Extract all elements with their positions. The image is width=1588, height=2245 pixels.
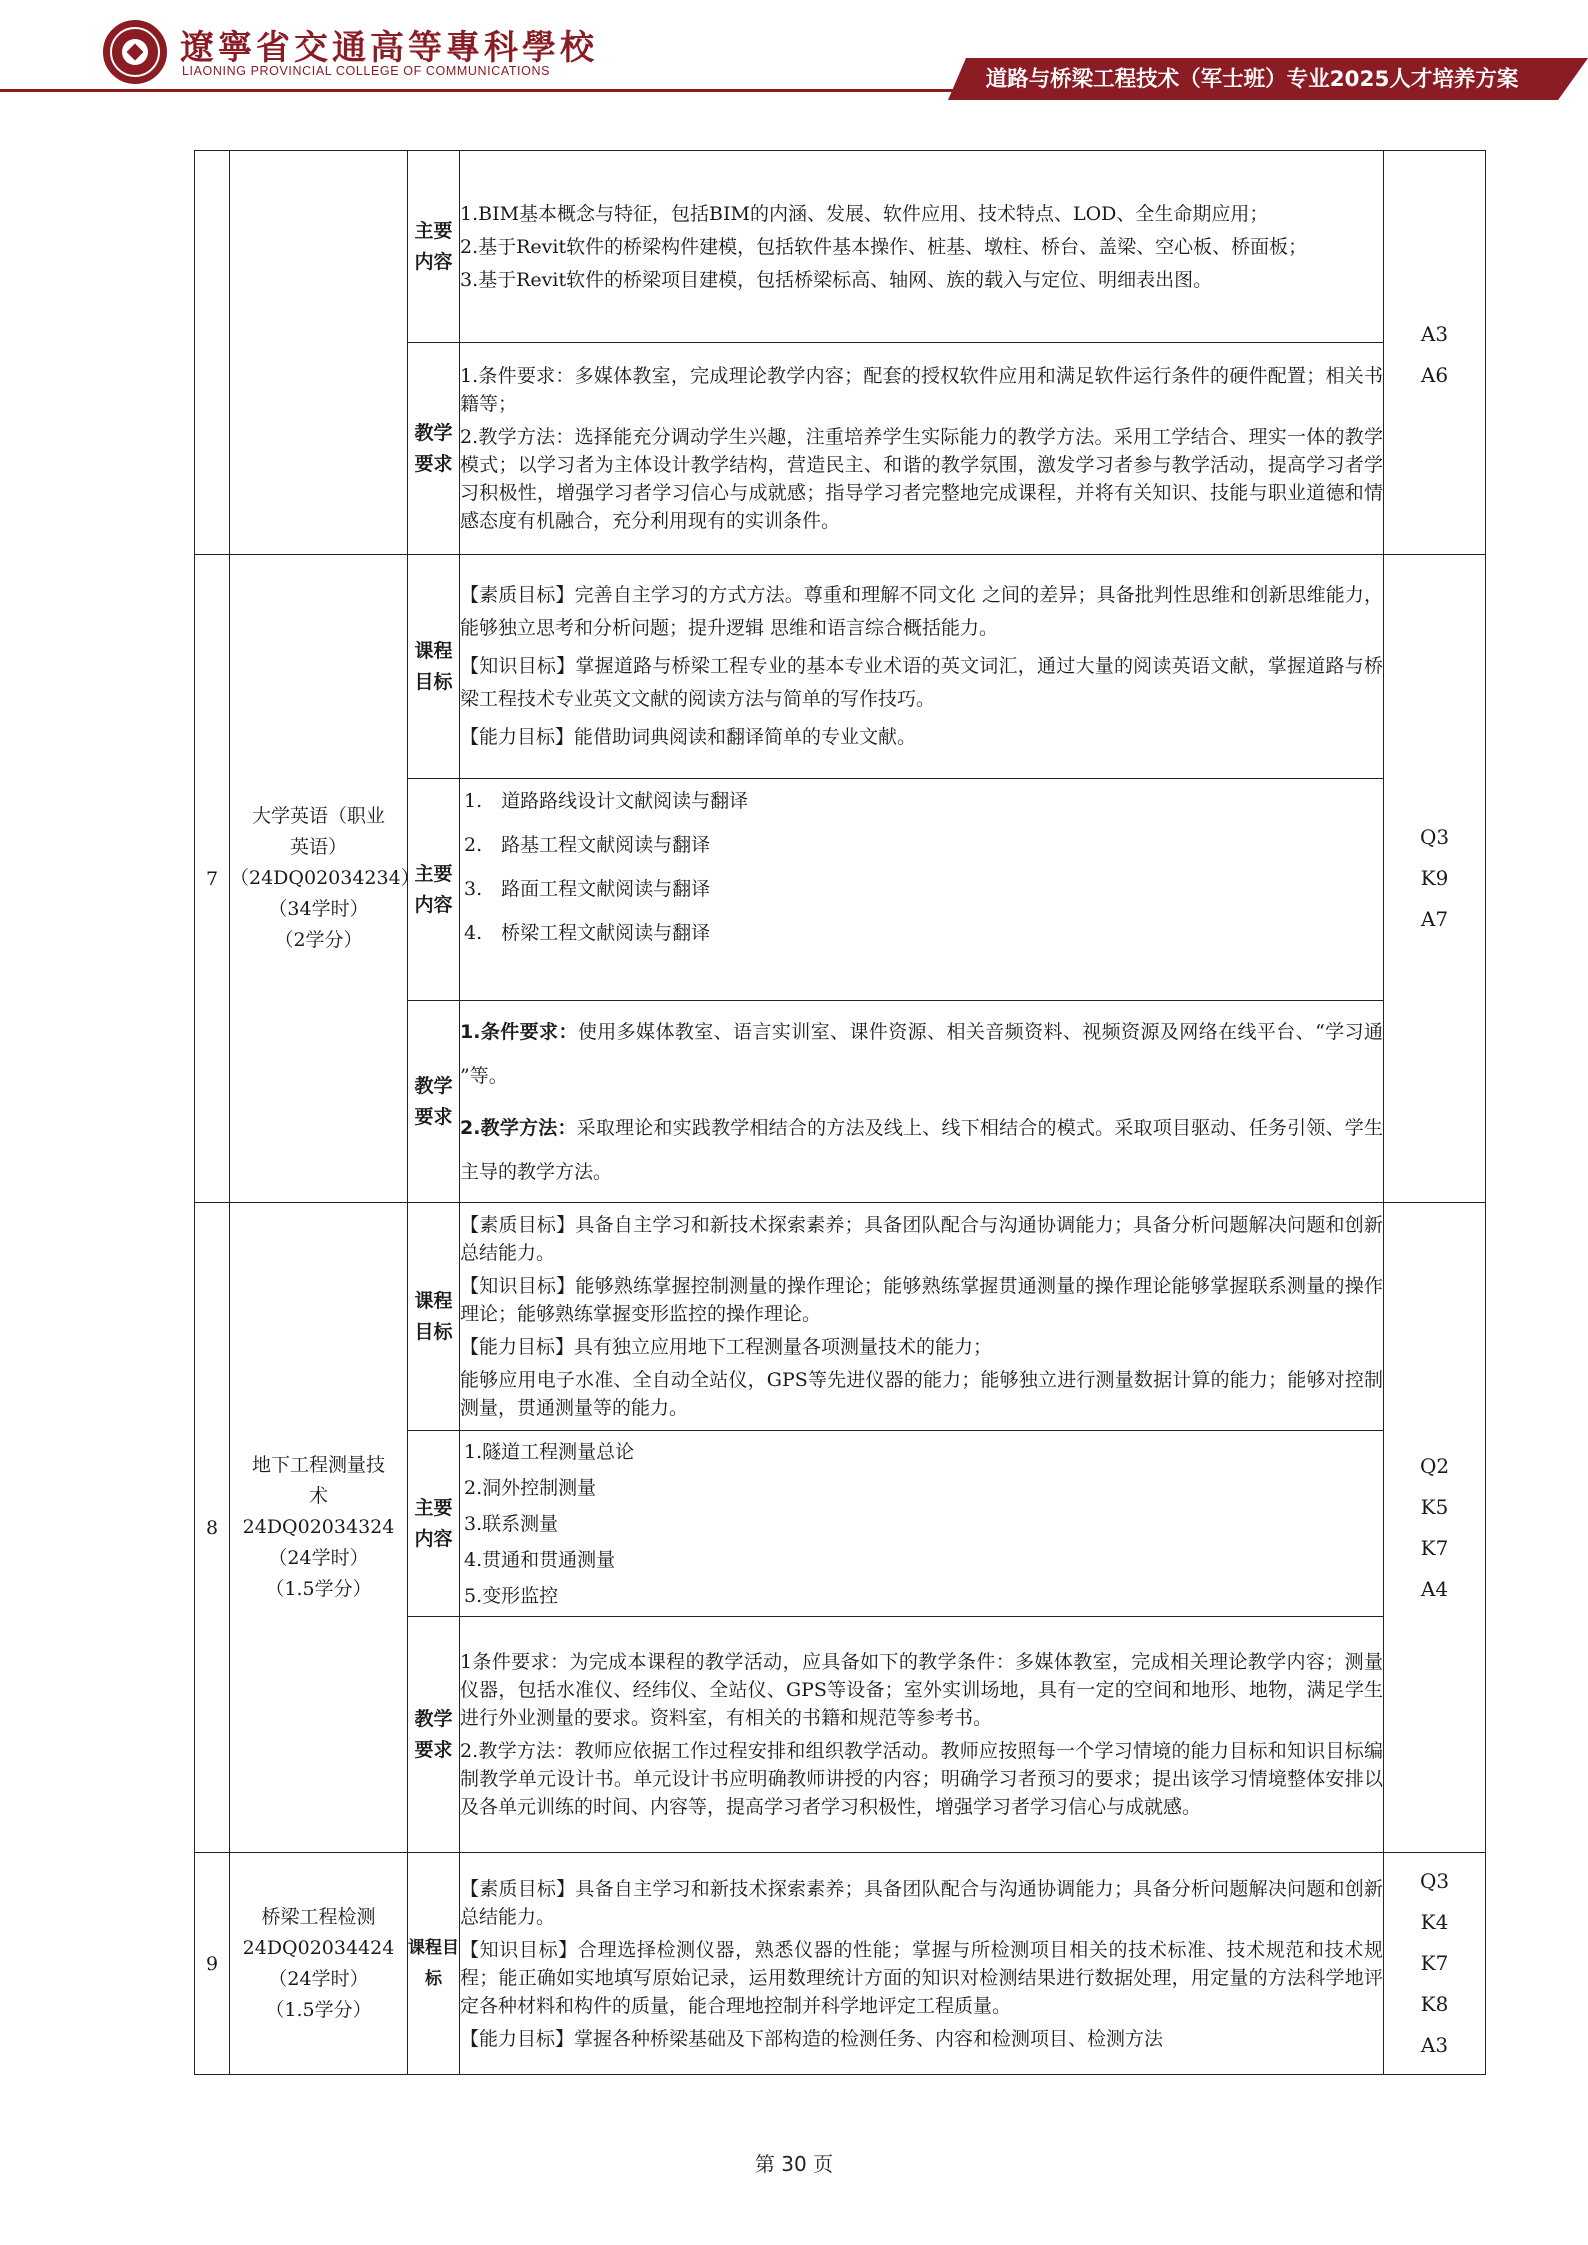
objectives-cell	[460, 555, 1384, 779]
course-name-line: 大学英语（职业	[251, 805, 385, 827]
objective-line: 【能力目标】掌握各种桥梁基础及下部构造的检测任务、内容和检测项目、检测方法	[460, 2027, 1164, 2050]
objective-line: 【素质目标】具备自主学习和新技术探索素养；具备团队配合与沟通协调能力；具备分析问题解决问题和创新总结能力。	[460, 1877, 1383, 1928]
competency-code: Q2	[1419, 1453, 1450, 1478]
section-label: 教学要求	[408, 1617, 460, 1853]
objective-text: 能借助词典阅读和翻译简单的专业文献。	[574, 726, 917, 748]
competency-code: A4	[1420, 1576, 1449, 1601]
objective-line	[460, 579, 1383, 645]
competency-code: A3	[1420, 321, 1449, 346]
course-name-line: 地下工程测量技	[251, 1454, 385, 1476]
competency-code: A6	[1420, 362, 1449, 387]
content-line: 3.基于Revit软件的桥梁项目建模，包括桥梁标高、轴网、族的载入与定位、明细表出图。	[460, 268, 1213, 291]
list-item: 4.贯通和贯通测量	[464, 1548, 616, 1571]
competency-codes-cell	[1384, 1853, 1486, 2075]
list-item: 3. 路面工程文献阅读与翻译	[464, 878, 711, 900]
competency-code: K5	[1420, 1494, 1449, 1519]
objective-line	[460, 650, 1383, 716]
section-label: 教学要求	[408, 1001, 460, 1203]
competency-codes-cell	[1384, 151, 1486, 555]
objective-line: 【素质目标】具备自主学习和新技术探索素养；具备团队配合与沟通协调能力；具备分析问题解决问题和创新总结能力。	[460, 1214, 1383, 1264]
competency-code: K4	[1420, 1910, 1449, 1934]
course-name-line: 24DQ02034424	[242, 1936, 395, 1959]
content-line: 2.基于Revit软件的桥梁构件建模，包括软件基本操作、桩基、墩柱、桥台、盖梁、空心板、桥面板；	[460, 235, 1308, 258]
table-row-course-8-objectives	[195, 1203, 1486, 1431]
objective-line	[460, 721, 1383, 754]
course-name-cell	[230, 151, 408, 555]
requirement-line: 2.教学方法：教师应依据工作过程安排和组织教学活动。教师应按照每一个学习情境的能力目标和知识目标编制教学单元设计书。单元设计书应明确教师讲授的内容；明确学习者预习的要求；提出该学习情境整体安排以及各单元训练的时间、内容等，提高学习者学习积极性，增强学习者学习信心与成就感。	[460, 1740, 1383, 1818]
objectives-cell	[460, 1203, 1384, 1431]
course-name-line: （34学时）	[268, 898, 369, 920]
objectives-cell	[460, 1853, 1384, 2075]
competency-code: Q3	[1419, 1869, 1450, 1893]
requirement-text: 使用多媒体教室、语言实训室、课件资源、相关音频资料、视频资源及网络在线平台、“学习通 ”等。	[460, 1020, 1383, 1087]
requirements-cell	[460, 1617, 1384, 1853]
content-line: 1.条件要求：多媒体教室，完成理论教学内容；配套的授权软件应用和满足软件运行条件的硬件配置；相关书籍等；	[460, 365, 1383, 415]
requirement-line	[460, 1106, 1383, 1194]
objective-line: 【知识目标】能够熟练掌握控制测量的操作理论；能够熟练掌握贯通测量的操作理论能够掌握联系测量的操作理论；能够熟练掌握变形监控的操作理论。	[460, 1275, 1383, 1325]
section-label: 主要内容	[408, 1431, 460, 1617]
requirement-text: 采取理论和实践教学相结合的方法及线上、线下相结合的模式。采取项目驱动、任务引领、学生主导的教学方法。	[460, 1116, 1383, 1183]
competency-code: K9	[1420, 866, 1449, 890]
table-row-course-9-objectives	[195, 1853, 1486, 2075]
section-label: 课程目标	[408, 555, 460, 779]
school-name-cn: 遼寧省交通高等專科學校	[180, 28, 598, 68]
header-divider	[0, 89, 960, 92]
course-name-line: （1.5学分）	[265, 1578, 372, 1600]
requirement-title: 1.条件要求：	[460, 1020, 578, 1043]
requirements-cell	[460, 343, 1384, 555]
competency-code: A7	[1420, 907, 1449, 931]
list-item: 3.联系测量	[464, 1512, 559, 1535]
requirements-cell	[460, 1001, 1384, 1203]
section-label: 课程目标	[408, 1203, 460, 1431]
requirement-title: 2.教学方法：	[460, 1116, 577, 1139]
list-item: 4. 桥梁工程文献阅读与翻译	[464, 922, 711, 944]
objective-text: 掌握道路与桥梁工程专业的基本专业术语的英文词汇，通过大量的阅读英语文献，掌握道路与桥梁工程技术专业英文文献的阅读方法与简单的写作技巧。	[460, 655, 1383, 710]
objective-line: 【知识目标】合理选择检测仪器，熟悉仪器的性能；掌握与所检测项目相关的技术标准、技术规范和技术规程；能正确如实地填写原始记录，运用数理统计方面的知识对检测结果进行数据处理，用定量的方法科学地评定各种材料和构件的质量，能合理地控制并科学地评定工程质量。	[460, 1938, 1383, 2017]
list-item: 5.变形监控	[464, 1584, 559, 1607]
competency-code: K7	[1420, 1535, 1449, 1560]
section-label: 教学要求	[408, 343, 460, 555]
objective-tag: 【能力目标】	[460, 726, 575, 748]
page-header	[0, 0, 1588, 115]
competency-code: Q3	[1419, 825, 1450, 849]
course-name-line: 英语）	[289, 836, 347, 858]
objective-line: 能够应用电子水准、全自动全站仪，GPS等先进仪器的能力；能够独立进行测量数据计算的能力；能够对控制测量，贯通测量等的能力。	[460, 1369, 1383, 1419]
main-content-cell	[460, 151, 1384, 343]
page-number: 第 30 页	[754, 2152, 834, 2176]
requirement-line	[460, 1010, 1383, 1098]
course-name-line: （24DQ02034234）	[230, 867, 420, 889]
main-content-cell	[460, 1431, 1384, 1617]
course-name-line: 桥梁工程检测	[261, 1905, 376, 1928]
course-number: 9	[195, 1853, 230, 2075]
section-label: 主要内容	[408, 779, 460, 1001]
content-line: 2.教学方法：选择能充分调动学生兴趣，注重培养学生实际能力的教学方法。采用工学结合、理实一体的教学模式；以学习者为主体设计教学结构，营造民主、和谐的教学氛围，激发学习者参与教学活动，提高学习者学习积极性，增强学习者学习信心与成就感；指导学习者完整地完成课程，并将有关知识、技能与职业道德和情感态度有机融合，充分利用现有的实训条件。	[460, 426, 1383, 532]
course-name-cell	[230, 1853, 408, 2075]
list-item: 2. 路基工程文献阅读与翻译	[464, 834, 711, 856]
objective-line: 【能力目标】具有独立应用地下工程测量各项测量技术的能力；	[460, 1336, 993, 1358]
competency-code: A3	[1420, 2033, 1449, 2057]
course-name-cell	[230, 555, 420, 1203]
course-name-line: （2学分）	[274, 929, 363, 951]
objective-tag: 【素质目标】	[460, 584, 575, 606]
objective-text: 完善自主学习的方式方法。尊重和理解不同文化 之间的差异；具备批判性思维和创新思维能力，能够独立思考和分析问题；提升逻辑 思维和语言综合概括能力。	[460, 584, 1383, 639]
list-item: 1. 道路路线设计文献阅读与翻译	[464, 790, 749, 812]
curriculum-table	[194, 150, 1486, 2075]
section-label: 课程目标	[408, 1853, 460, 2075]
competency-codes-cell	[1384, 1203, 1486, 1853]
course-name-line: （24学时）	[268, 1547, 369, 1569]
content-line: 1.BIM基本概念与特征，包括BIM的内涵、发展、软件应用、技术特点、LOD、全生命期应用；	[460, 202, 1269, 225]
document-title: 道路与桥梁工程技术（军士班）专业2025人才培养方案	[985, 67, 1519, 92]
section-label: 主要内容	[408, 151, 460, 343]
main-content-cell	[460, 779, 1384, 1001]
competency-codes-cell	[1384, 555, 1486, 1203]
objective-tag: 【知识目标】	[460, 655, 576, 677]
competency-code: K8	[1420, 1992, 1449, 2016]
course-name-line: 术	[308, 1485, 328, 1507]
course-number: 7	[195, 555, 230, 1203]
school-seal-icon	[103, 20, 167, 84]
course-name-cell	[230, 1203, 408, 1853]
list-item: 1.隧道工程测量总论	[464, 1440, 635, 1463]
course-name-line: 24DQ02034324	[242, 1516, 395, 1538]
school-name-en: LIAONING PROVINCIAL COLLEGE OF COMMUNICATIONS	[182, 64, 551, 78]
table-row-course-7-objectives	[195, 555, 1486, 779]
table-row-continued-main	[195, 151, 1486, 343]
list-item: 2.洞外控制测量	[464, 1476, 597, 1499]
competency-code: K7	[1420, 1951, 1449, 1975]
course-number-cell	[195, 151, 230, 555]
course-number: 8	[195, 1203, 230, 1853]
requirement-line: 1条件要求：为完成本课程的教学活动，应具备如下的教学条件：多媒体教室，完成相关理论教学内容；测量仪器，包括水准仪、经纬仪、全站仪、GPS等设备；室外实训场地，具有一定的空间和地形、地物，满足学生进行外业测量的要求。资料室，有相关的书籍和规范等参考书。	[460, 1651, 1383, 1729]
course-name-line: （1.5学分）	[265, 1998, 372, 2021]
course-name-line: （24学时）	[268, 1967, 369, 1990]
